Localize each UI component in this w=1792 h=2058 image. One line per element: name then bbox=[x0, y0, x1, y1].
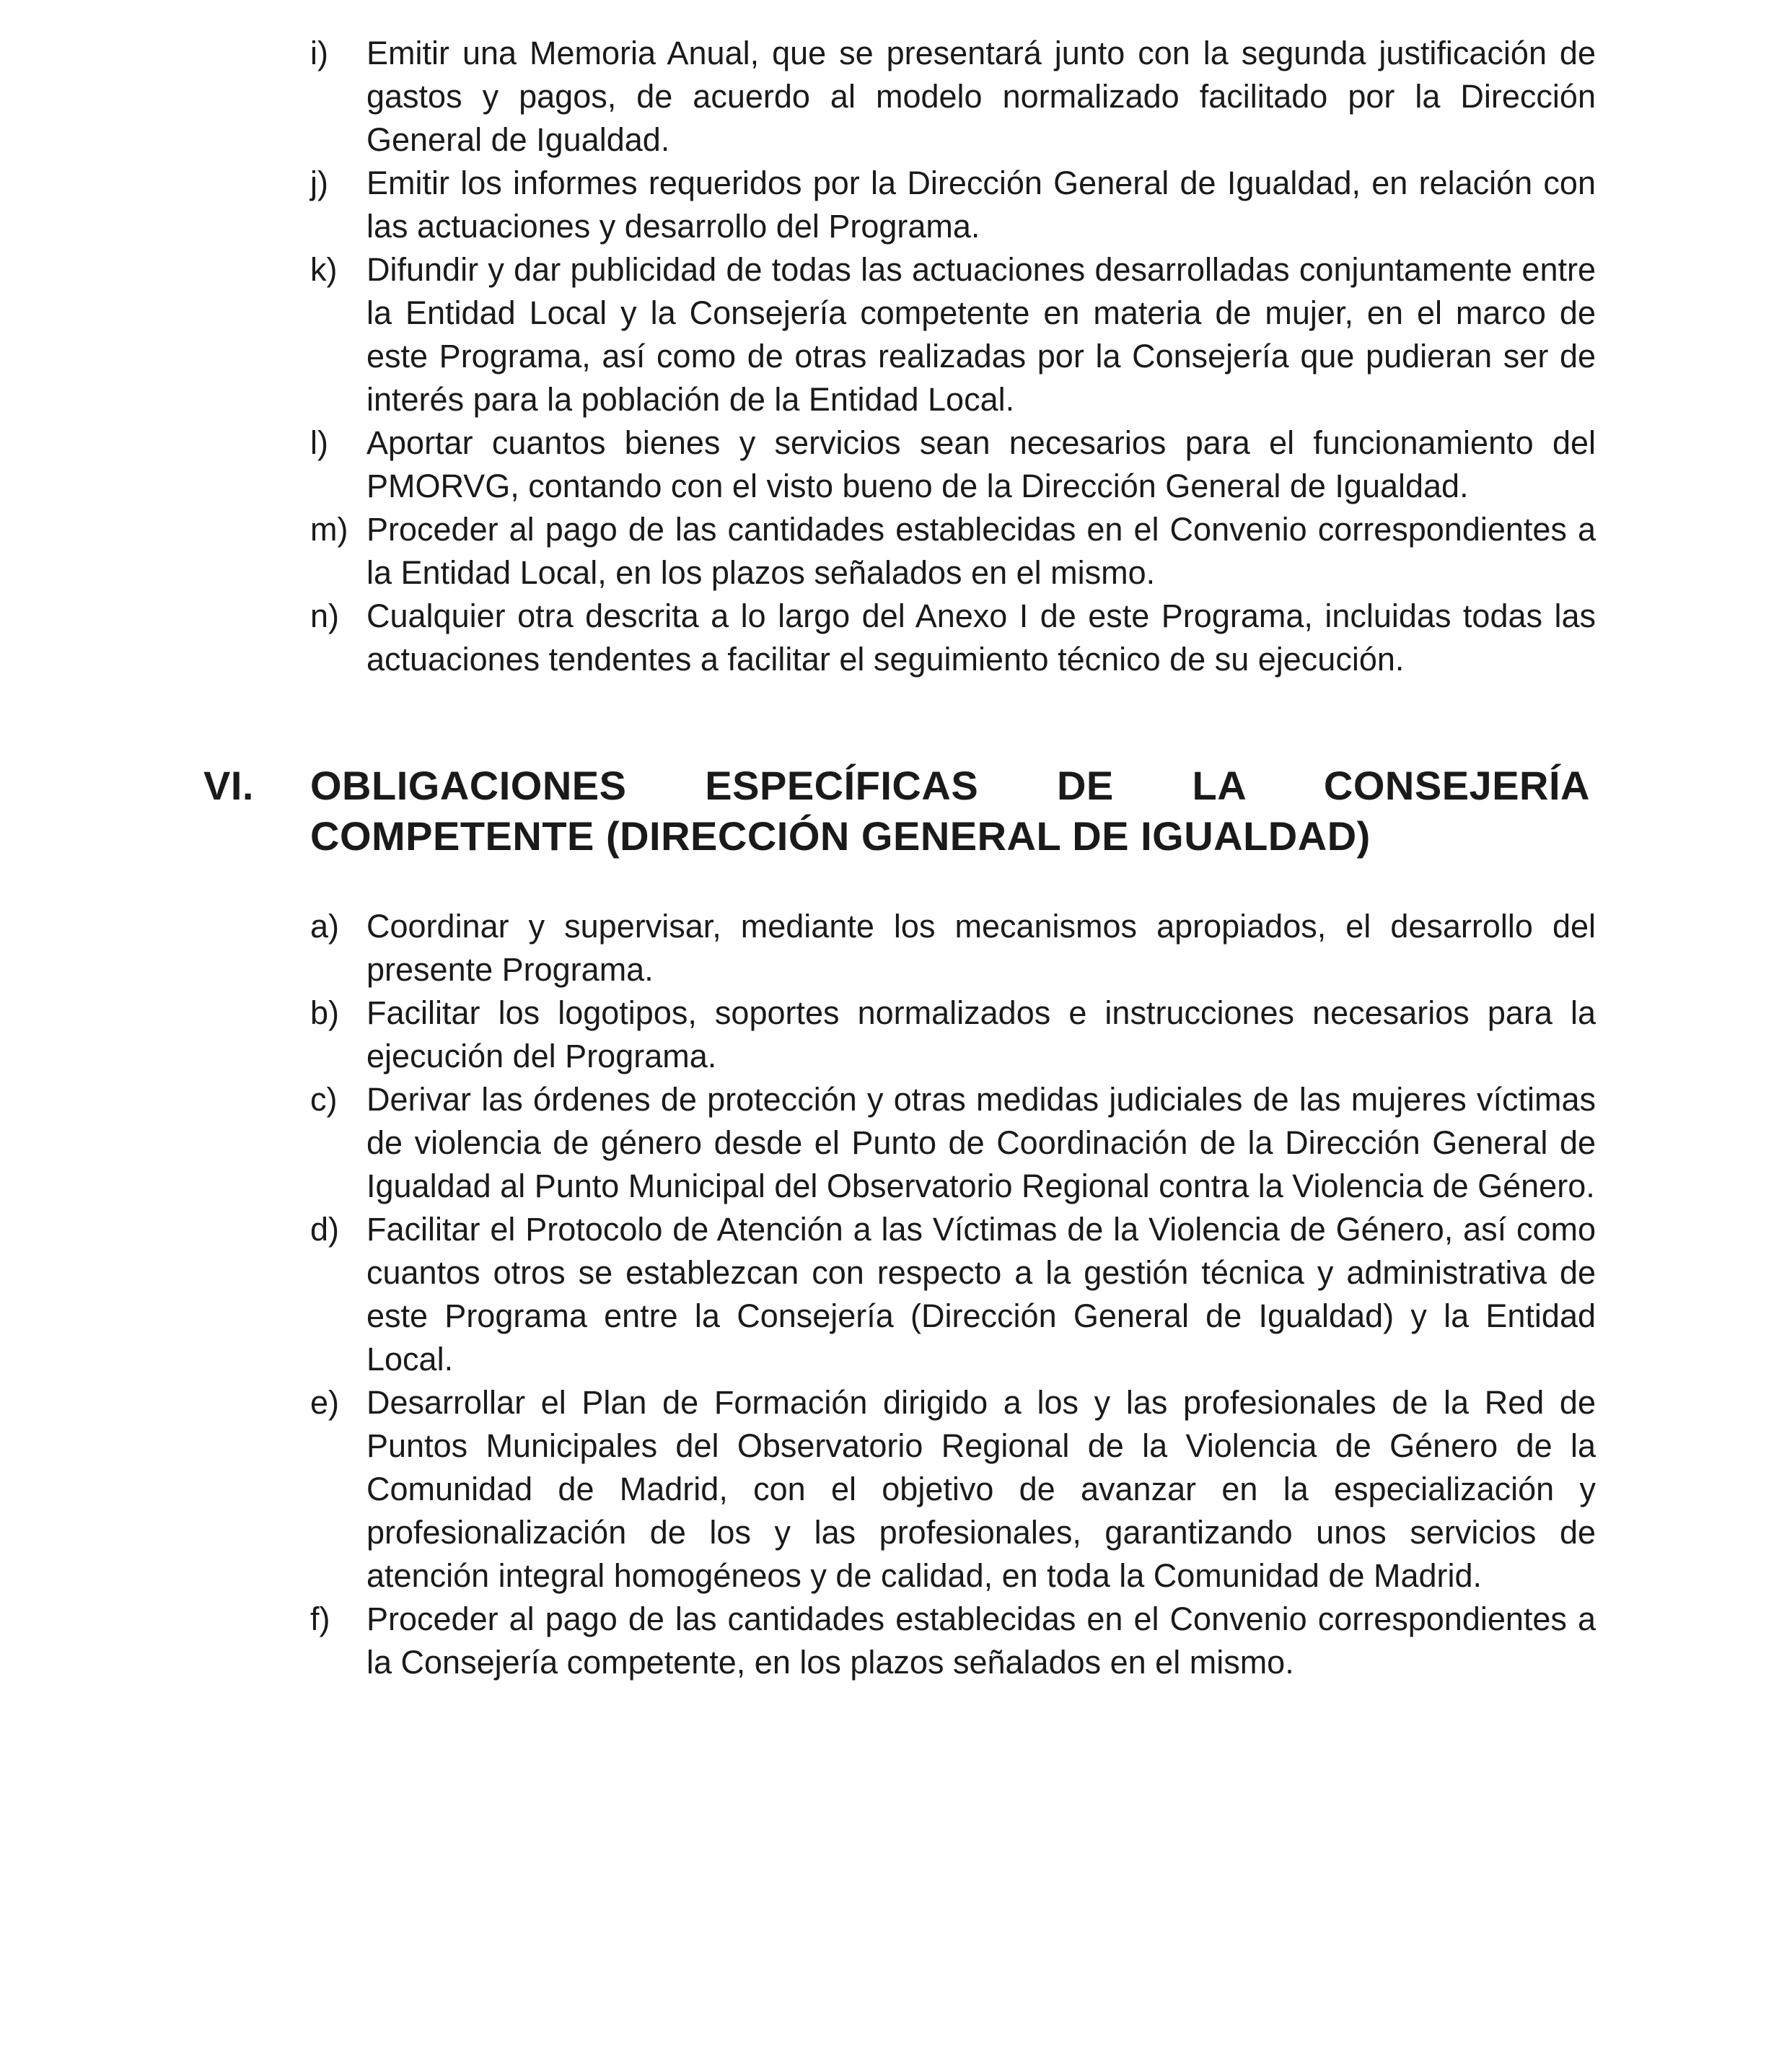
item-marker: b) bbox=[310, 994, 340, 1031]
item-text: Emitir los informes requeridos por la Dirección General de Igualdad, en relación con las actuaciones y desarrollo del Programa. bbox=[366, 165, 1596, 245]
item-marker: m) bbox=[310, 511, 348, 548]
item-text: Difundir y dar publicidad de todas las actuaciones desarrolladas conjuntamente entre la Entidad Local y la Consejería competente en materia de mujer, en el marco de este Programa, así como de otras realizadas por la Consejería que pudieran ser de interés para la población de la Entidad Local. bbox=[366, 251, 1596, 418]
item-text: Cualquier otra descrita a lo largo del Anexo I de este Programa, incluidas todas las actuaciones tendentes a facilitar el seguimiento técnico de su ejecución. bbox=[366, 597, 1596, 678]
item-marker: c) bbox=[310, 1081, 338, 1118]
list-item bbox=[310, 1598, 1596, 1684]
item-marker: n) bbox=[310, 597, 340, 634]
item-text: Coordinar y supervisar, mediante los mecanismos apropiados, el desarrollo del presente Programa. bbox=[366, 908, 1596, 988]
item-text: Facilitar el Protocolo de Atención a las Víctimas de la Violencia de Género, así como cuantos otros se establezcan con respecto a la gestión técnica y administrativa de este Programa entre la Consejería (Dirección General de Igualdad) y la Entidad Local. bbox=[366, 1211, 1596, 1378]
item-text: Emitir una Memoria Anual, que se presentará junto con la segunda justificación de gastos y pagos, de acuerdo al modelo normalizado facilitado por la Dirección General de Igualdad. bbox=[366, 35, 1596, 158]
section-title: OBLIGACIONES ESPECÍFICAS DE LA CONSEJERÍA COMPETENTE (DIRECCIÓN GENERAL DE IGUALDAD) bbox=[310, 763, 1590, 859]
list-item bbox=[310, 1208, 1596, 1381]
item-marker: f) bbox=[310, 1601, 330, 1637]
list-item bbox=[310, 162, 1596, 248]
list-item bbox=[310, 991, 1596, 1078]
list-item bbox=[310, 1381, 1596, 1598]
item-text: Derivar las órdenes de protección y otras medidas judiciales de las mujeres víctimas de violencia de género desde el Punto de Coordinación de la Dirección General de Igualdad al Punto Municipal del Observatorio Regional contra la Violencia de Género. bbox=[366, 1081, 1596, 1204]
item-marker: k) bbox=[310, 251, 338, 288]
item-text: Proceder al pago de las cantidades establecidas en el Convenio correspondientes a la Entidad Local, en los plazos señalados en el mismo. bbox=[366, 511, 1596, 591]
list-item bbox=[310, 1078, 1596, 1208]
list-item bbox=[310, 248, 1596, 421]
item-text: Aportar cuantos bienes y servicios sean necesarios para el funcionamiento del PMORVG, contando con el visto bueno de la Dirección General de Igualdad. bbox=[366, 424, 1596, 504]
item-text: Proceder al pago de las cantidades establecidas en el Convenio correspondientes a la Consejería competente, en los plazos señalados en el mismo. bbox=[366, 1601, 1596, 1681]
list-item bbox=[310, 595, 1596, 681]
item-marker: j) bbox=[310, 165, 328, 201]
list-item bbox=[310, 905, 1596, 991]
list-item bbox=[310, 32, 1596, 162]
item-marker: a) bbox=[310, 908, 340, 945]
list-item bbox=[310, 421, 1596, 508]
item-marker: i) bbox=[310, 35, 328, 71]
item-marker: e) bbox=[310, 1384, 340, 1421]
item-marker: l) bbox=[310, 424, 328, 461]
item-text: Facilitar los logotipos, soportes normalizados e instrucciones necesarios para la ejecución del Programa. bbox=[366, 994, 1596, 1074]
obligations-list-continued bbox=[310, 32, 1596, 681]
section-number: VI. bbox=[203, 763, 254, 808]
item-marker: d) bbox=[310, 1211, 340, 1248]
list-item bbox=[310, 508, 1596, 595]
item-text: Desarrollar el Plan de Formación dirigido a los y las profesionales de la Red de Puntos Municipales del Observatorio Regional de la Violencia de Género de la Comunidad de Madrid, con el objetivo de avanzar en la especialización y profesionalización de los y las profesionales, garantizando unos servicios de atención integral homogéneos y de calidad, en toda la Comunidad de Madrid. bbox=[366, 1384, 1596, 1594]
consejeria-obligations-list bbox=[310, 905, 1596, 1684]
